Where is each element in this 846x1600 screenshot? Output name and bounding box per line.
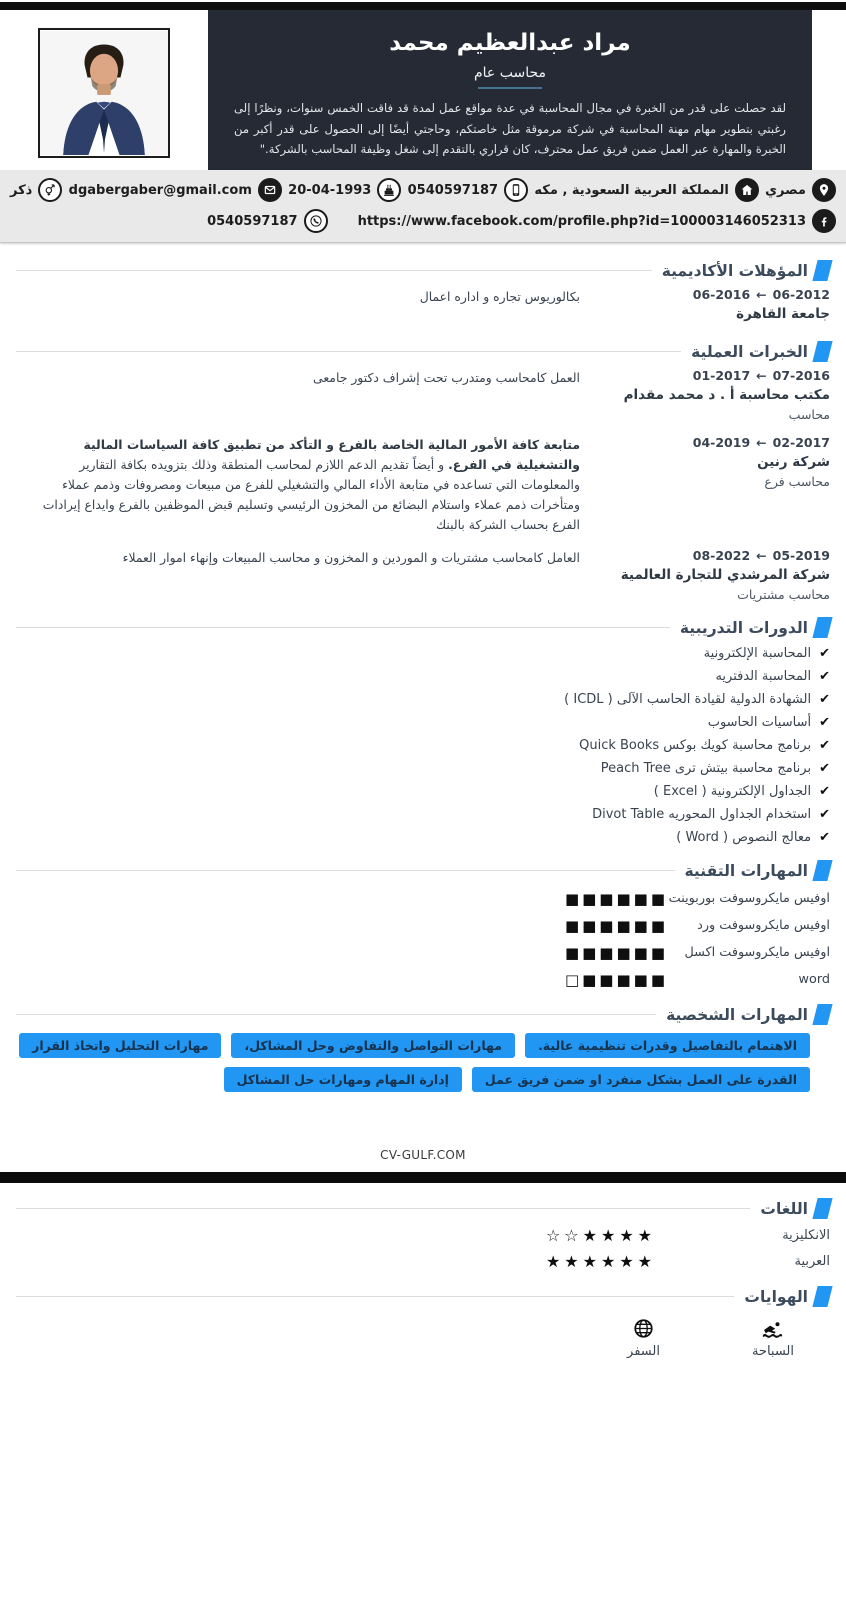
course-label: استخدام الجداول المحوريه Divot Table [592,807,812,823]
check-icon: ✔ [819,715,830,731]
contact-item[interactable] [765,178,836,202]
site-footer: CV-GULF.COM [380,1148,466,1163]
hobby-label: السباحة [751,1344,794,1360]
entry-description [16,368,580,422]
skill-label: اوفيس مايكروسوفت بوربوينت [668,891,830,907]
section-divider-line [16,1208,750,1209]
section-flag-icon [812,341,832,362]
check-icon: ✔ [819,738,830,754]
start-date: 02-2017 [772,435,830,450]
tech-skill-row [16,944,830,962]
contact-item[interactable] [69,178,282,202]
email-icon [258,178,282,202]
company-name: مكتب محاسبة أ . د محمد مقدام [623,387,830,403]
arrow-left-icon: ← [756,548,767,564]
section-divider-line [16,351,681,352]
section-divider-line [16,270,652,271]
check-icon: ✔ [819,807,830,823]
contact-value: 0540597187 [207,213,298,229]
entry-description [16,435,580,535]
role-label: محاسب فرع [764,474,830,489]
contact-row-2 [10,209,836,233]
contact-value: 0540597187 [407,182,499,198]
header [0,0,846,170]
course-label: برنامج محاسبة بيتش ترى Peach Tree [600,761,812,777]
institution-name: جامعة القاهرة [736,306,830,322]
section-title: المهارات التقنية [684,861,808,880]
decorative-blue-bars [762,5,805,85]
skill-tag: القدرة على العمل بشكل منفرد او ضمن فريق عمل [472,1067,810,1092]
end-date: 01-2017 [692,368,751,383]
section-courses-header [16,617,830,638]
contact-item[interactable] [408,178,528,202]
check-icon: ✔ [819,669,830,685]
tech-skill-list [16,890,830,989]
experience-entry [16,368,830,422]
contact-item[interactable] [10,178,62,202]
date-range [580,548,830,563]
language-label: العربية [794,1254,830,1270]
section-education-header [16,260,830,281]
blue-bar [785,5,805,85]
course-item [16,692,830,707]
profile-photo [38,28,170,158]
role-label: محاسب [788,407,830,422]
arrow-left-icon: ← [756,287,767,302]
course-label: المحاسبة الإلكترونية [703,646,812,662]
tech-skill-row [16,890,830,908]
start-date: 05-2019 [772,548,830,564]
section-flag-icon [812,1198,832,1219]
check-icon: ✔ [819,692,830,708]
course-label: الشهادة الدولية لقيادة الحاسب الآلى ( ICDL ) [564,692,812,708]
contact-value: المملكة العربية السعودية , مكه [534,182,729,198]
person-name: مراد عبدالعظيم محمد [389,30,631,56]
section-flag-icon [812,1286,832,1307]
contact-value: مصري [765,182,806,198]
entry-description-lead: متابعة كافة الأمور المالية الخاصة بالفرع و التأكد من تطبيق كافة السياسات المالية والتشغيلية في الفرع. [83,437,580,473]
end-date: 04-2019 [692,435,751,450]
course-item [16,715,830,730]
contact-value: https://www.facebook.com/profile.php?id=100003146052313 [357,213,806,229]
birthday-icon [377,178,401,202]
arrow-left-icon: ← [756,368,767,383]
date-range [580,435,830,450]
page-break-bar [0,1172,846,1183]
company-name: شركة رنين [757,454,830,470]
hobby-item [752,1317,794,1359]
course-label: معالج النصوص ( Word ) [676,830,812,846]
tech-skill-row [16,917,830,935]
course-label: الجداول الإلكترونية ( Excel ) [653,784,812,800]
section-title: الدورات التدريبية [679,618,808,637]
section-title: الهوايات [744,1287,808,1306]
course-label: برنامج محاسبة كويك بوكس Quick Books [579,738,812,754]
section-personal-skills-header [16,1004,830,1025]
language-star-rating: ★★★★☆☆ [545,1226,656,1246]
course-label: المحاسبة الدفتريه [715,669,812,685]
role-label: محاسب مشتريات [737,587,830,603]
avatar [40,30,168,156]
section-flag-icon [812,260,832,281]
check-icon: ✔ [819,646,830,662]
course-item [16,669,830,684]
course-list [16,646,830,845]
course-label: أساسيات الحاسوب [707,715,812,731]
header-panel [208,10,812,170]
language-row [16,1226,830,1245]
contact-item[interactable] [358,209,836,233]
skill-level-meter: ■■■■■■ [564,944,668,963]
travel-icon [632,1317,655,1340]
section-experience-header [16,341,830,362]
language-row [16,1252,830,1271]
skill-label: اوفيس مايكروسوفت اكسل [684,945,830,961]
company-name: شركة المرشدي للتجارة العالمية [620,567,830,584]
contact-value: dgabergaber@gmail.com [68,182,252,198]
section-tech-skills-header [16,860,830,881]
experience-entry [16,435,830,535]
section-divider-line [16,627,670,628]
skill-tag: الاهتمام بالتفاصيل وقدرات تنظيمية عالية. [525,1033,810,1058]
section-flag-icon [812,860,832,881]
entry-description-text: و أيضاً تقديم الدعم اللازم لمحاسب المنطقة وذلك بتزويده بكافة التقارير والمعلومات التي تساعده في متابعة الأداء المالي والتشغيلي للفرع من مبيعات ومصروفات وذمم عملاء ومتأخرات ذمم عملاء واستلام البضائع من المخزون الرئيسي وتسليم قبض الموظفين بالفرع وايداع إيرادات الفرع بحساب الشركة بالبنك [42,457,580,533]
entry-description-text: العامل كامحاسب مشتريات و الموردين و المخزون و محاسب المبيعات وإنهاء اموار العملاء [122,550,580,566]
course-item [16,738,830,753]
gender-icon [38,178,62,202]
section-title: الخبرات العملية [691,342,808,361]
section-languages-header [16,1198,830,1219]
contact-row-1 [10,178,836,202]
course-item [16,807,830,822]
language-label: الانكليزية [782,1228,830,1244]
experience-entry [16,548,830,602]
section-title: المهارات الشخصية [666,1005,808,1024]
course-item [16,646,830,661]
hobby-list [16,1317,794,1359]
education-entries [16,287,830,326]
contact-strip [0,170,846,243]
hobby-label: السفر [627,1344,660,1360]
entry-description-text: العمل كامحاسب ومتدرب تحت إشراف دكتور جامعى [313,370,580,385]
section-flag-icon [812,617,832,638]
skill-tag: مهارات التواصل والتفاوض وحل المشاكل، [231,1033,515,1058]
section-title: اللغات [760,1199,808,1218]
section-divider-line [16,1296,734,1297]
check-icon: ✔ [819,761,830,777]
facebook-icon [812,209,836,233]
section-flag-icon [812,1004,832,1025]
cv-body [0,243,846,1359]
contact-item[interactable] [288,178,401,202]
entry-description [16,548,580,602]
language-star-rating: ★★★★★★ [545,1252,656,1272]
arrow-left-icon: ← [756,435,767,450]
skill-label: اوفيس مايكروسوفت ورد [697,918,830,934]
check-icon: ✔ [819,784,830,800]
hobby-item [627,1317,660,1359]
entry-description [16,287,580,326]
location-pin-icon [812,178,836,202]
start-date: 06-2012 [772,287,830,302]
home-icon [735,178,759,202]
summary-paragraph: لقد حصلت على قدر من الخبرة في مجال المحاسبة في عدة مواقع عمل لمدة قد فاقت الخمس سنوات، ونظرًا إلى رغبتي بتطوير مهام مهنة المحاسبة في شركة مرموقة مثل خاصتكم، وحاجتي أيضًا إلى الحصول على قدر أكبر من الخبرة والمهارة عبر العمل ضمن فريق عمل محترف، كان قراري بالتقدم إلى شغل وظيفة المحاسب بالشركة." [234,101,786,157]
blue-bar [772,5,780,85]
section-hobbies-header [16,1286,830,1307]
mobile-icon [504,178,528,202]
blue-bar [762,5,767,85]
swimming-icon [761,1317,784,1340]
skill-level-meter: ■■■■■■ [564,917,668,936]
section-divider-line [16,870,675,871]
skill-level-meter: ■■■■■■ [564,890,668,909]
job-title-underline [478,87,542,89]
end-date: 08-2022 [692,548,751,564]
course-item [16,830,830,845]
contact-item[interactable] [534,178,758,202]
personal-skill-tags [16,1033,810,1092]
skill-level-meter: ■■■■■□ [564,971,668,990]
end-date: 06-2016 [692,287,751,302]
skill-tag: مهارات التحليل واتخاذ القرار [19,1033,221,1058]
skill-tag: إدارة المهام ومهارات حل المشاكل [224,1067,462,1092]
start-date: 07-2016 [772,368,830,383]
entry-description-text: بكالوريوس تجاره و اداره اعمال [419,289,580,304]
language-list [16,1226,830,1271]
education-entry [16,287,830,326]
skill-label: word [798,972,830,988]
date-range [580,368,830,383]
contact-value: ذكر [10,182,33,198]
whatsapp-icon [304,209,328,233]
course-item [16,761,830,776]
tech-skill-row [16,971,830,989]
check-icon: ✔ [819,830,830,846]
section-title: المؤهلات الأكاديمية [661,261,808,280]
job-title: محاسب عام [473,65,547,81]
section-divider-line [16,1014,656,1015]
date-range [580,287,830,302]
contact-item[interactable] [207,209,327,233]
contact-value: 20-04-1993 [288,182,372,198]
experience-entries [16,368,830,602]
course-item [16,784,830,799]
